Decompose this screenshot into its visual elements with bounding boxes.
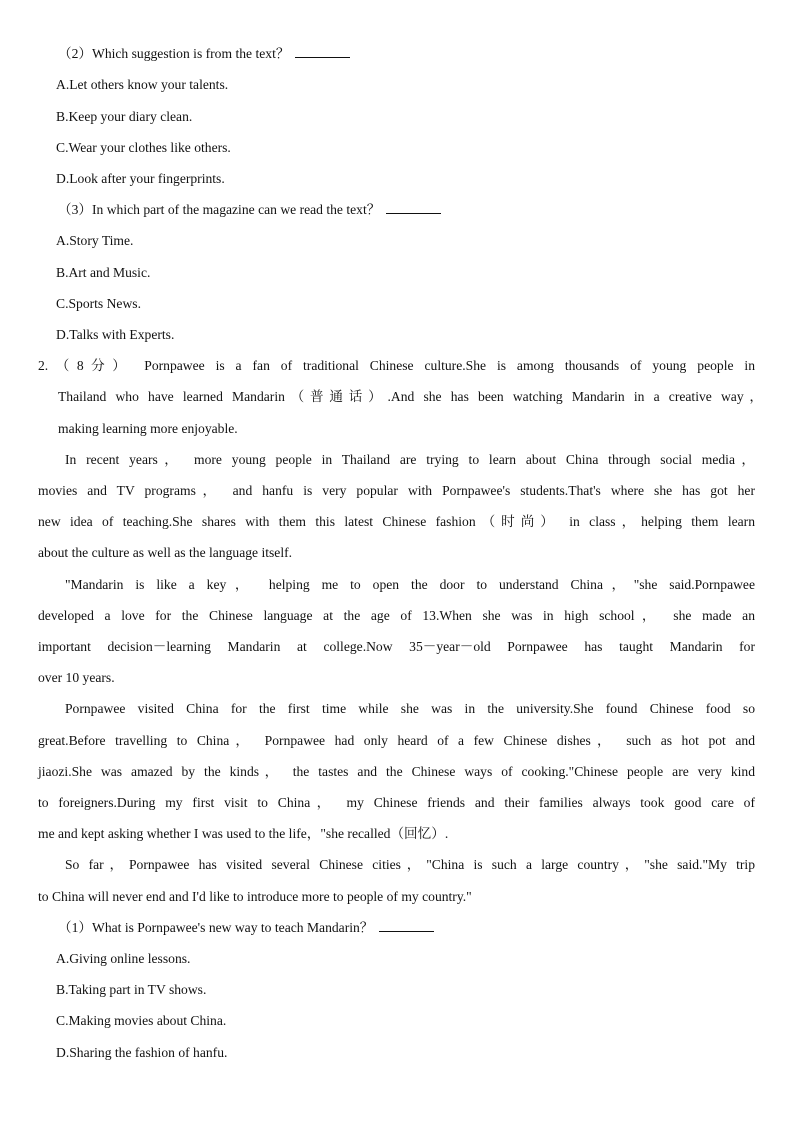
option-b: B.Keep your diary clean. <box>56 109 193 124</box>
option-d: D.Look after your fingerprints. <box>56 171 225 186</box>
option-c: C.Making movies about China. <box>56 1013 227 1028</box>
option-b: B.Art and Music. <box>56 265 151 280</box>
answer-blank[interactable] <box>295 45 350 58</box>
passage-line: making learning more enjoyable. <box>58 421 238 436</box>
passage-line: jiaozi.She was amazed by the kinds， the tastes and the Chinese ways of cooking."Chinese people are very kind <box>38 764 755 779</box>
passage-line: In recent years， more young people in Thailand are trying to learn about China through social media， <box>65 452 755 467</box>
option-a: A.Story Time. <box>56 233 134 248</box>
passage-line: great.Before travelling to China， Pornpawee had only heard of a few Chinese dishes， such as hot pot and <box>38 733 755 748</box>
passage-line: new idea of teaching.She shares with them this latest Chinese fashion（时尚） in class，helping them learn <box>38 514 755 529</box>
passage-line: movies and TV programs， and hanfu is very popular with Pornpawee's students.That's where she has got her <box>38 483 755 498</box>
passage-line: "Mandarin is like a key， helping me to open the door to understand China，"she said.Pornpawee <box>65 577 755 592</box>
question-3-text: （3）In which part of the magazine can we read the text？ <box>58 201 441 219</box>
passage-line: Thailand who have learned Mandarin（普通话）.And she has been watching Mandarin in a creative way， <box>58 389 763 404</box>
passage-line: me and kept asking whether I was used to the life，"she recalled（回忆）. <box>38 826 449 841</box>
passage-line: So far，Pornpawee has visited several Chinese cities，"China is such a large country，"she said."My trip <box>65 857 755 872</box>
passage-line: to foreigners.During my first visit to China， my Chinese friends and their families always took good care of <box>38 795 755 810</box>
question-1-text: （1）What is Pornpawee's new way to teach Mandarin？ <box>58 919 434 937</box>
passage-line: important decision－learning Mandarin at college.Now 35－year－old Pornpawee has taught Mandarin for <box>38 639 755 654</box>
option-d: D.Sharing the fashion of hanfu. <box>56 1045 228 1060</box>
option-b: B.Taking part in TV shows. <box>56 982 207 997</box>
option-c: C.Sports News. <box>56 296 141 311</box>
question-2-text: （2）Which suggestion is from the text？ <box>58 45 350 63</box>
passage-line: about the culture as well as the language itself. <box>38 545 293 560</box>
passage-line: developed a love for the Chinese language at the age of 13.When she was in high school， she made an <box>38 608 755 623</box>
option-a: A.Let others know your talents. <box>56 77 229 92</box>
option-a: A.Giving online lessons. <box>56 951 191 966</box>
passage-line: over 10 years. <box>38 670 115 685</box>
option-c: C.Wear your clothes like others. <box>56 140 231 155</box>
passage-line: to China will never end and I'd like to introduce more to people of my country." <box>38 889 472 904</box>
passage-line: Pornpawee visited China for the first time while she was in the university.She found Chinese food so <box>65 701 755 716</box>
passage-line: 2.（8分） Pornpawee is a fan of traditional Chinese culture.She is among thousands of young people in <box>38 358 755 373</box>
answer-blank[interactable] <box>386 201 441 214</box>
answer-blank[interactable] <box>379 919 434 932</box>
option-d: D.Talks with Experts. <box>56 327 175 342</box>
